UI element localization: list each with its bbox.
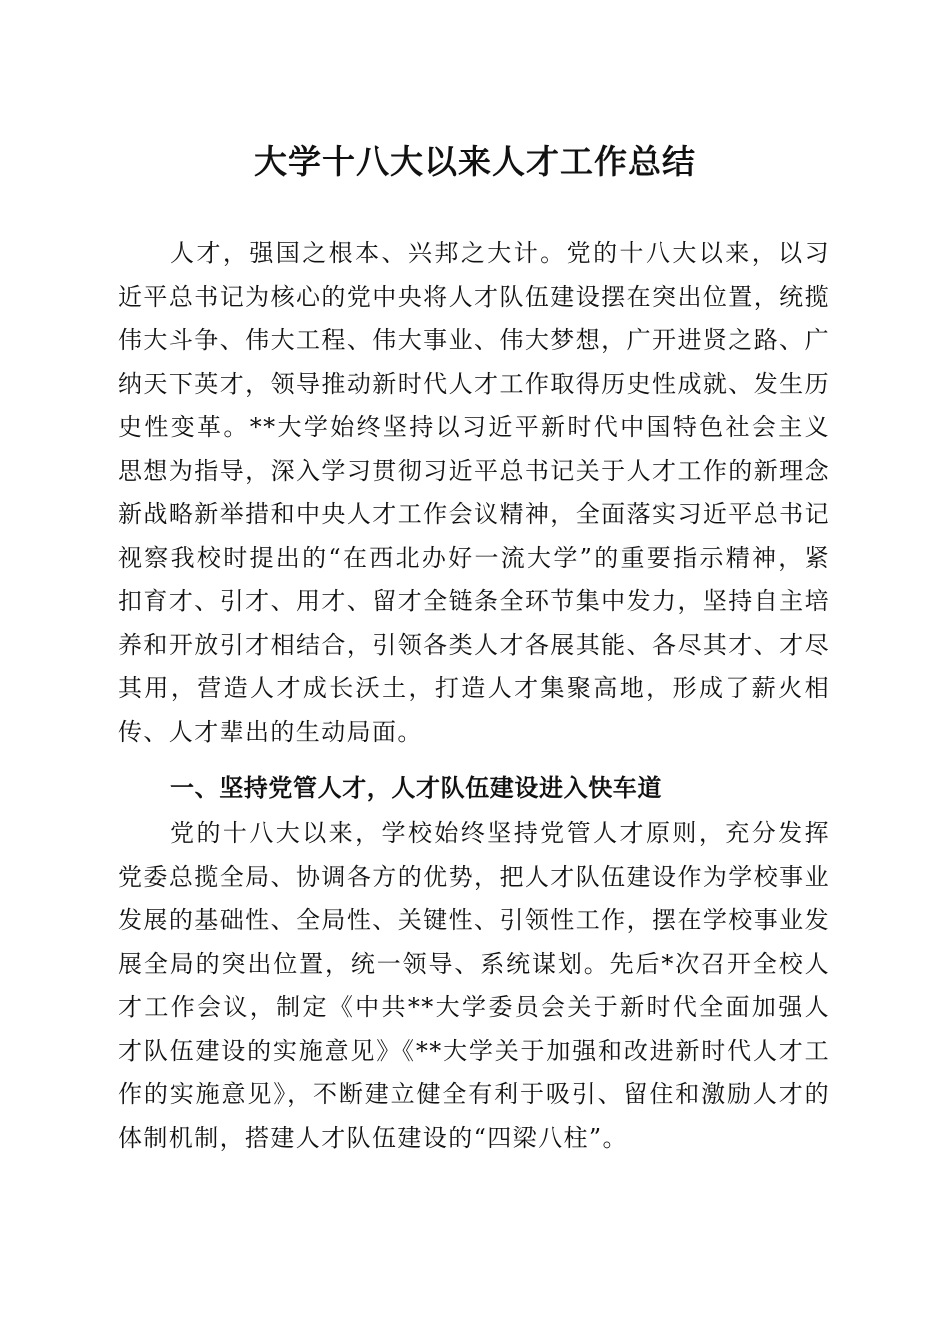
intro-paragraph: 人才，强国之根本、兴邦之大计。党的十八大以来，以习近平总书记为核心的党中央将人才队伍建设摆在突出位置，统揽伟大斗争、伟大工程、伟大事业、伟大梦想，广开进贤之路、广纳天下英才，领导推动新时代人才工作取得历史性成就、发生历史性变革。**大学始终坚持以习近平新时代中国特色社会主义思想为指导，深入学习贯彻习近平总书记关于人才工作的新理念新战略新举措和中央人才工作会议精神，全面落实习近平总书记视察我校时提出的“在西北办好一流大学”的重要指示精神，紧扣育才、引才、用才、留才全链条全环节集中发力，坚持自主培养和开放引才相结合，引领各类人才各展其能、各尽其才、才尽其用，营造人才成长沃土，打造人才集聚高地，形成了薪火相传、人才辈出的生动局面。	[118, 239, 830, 746]
section-paragraph: 党的十八大以来，学校始终坚持党管人才原则，充分发挥党委总揽全局、协调各方的优势，把人才队伍建设作为学校事业发展的基础性、全局性、关键性、引领性工作，摆在学校事业发展全局的突出位置，统一领导、系统谋划。先后*次召开全校人才工作会议，制定《中共**大学委员会关于新时代全面加强人才队伍建设的实施意见》《**大学关于加强和改进新时代人才工作的实施意见》，不断建立健全有利于吸引、留住和激励人才的体制机制，搭建人才队伍建设的“四梁八柱”。	[118, 819, 830, 1152]
document-title: 大学十八大以来人才工作总结	[254, 142, 696, 181]
section-heading: 一、坚持党管人才，人才队伍建设进入快车道	[170, 774, 662, 802]
